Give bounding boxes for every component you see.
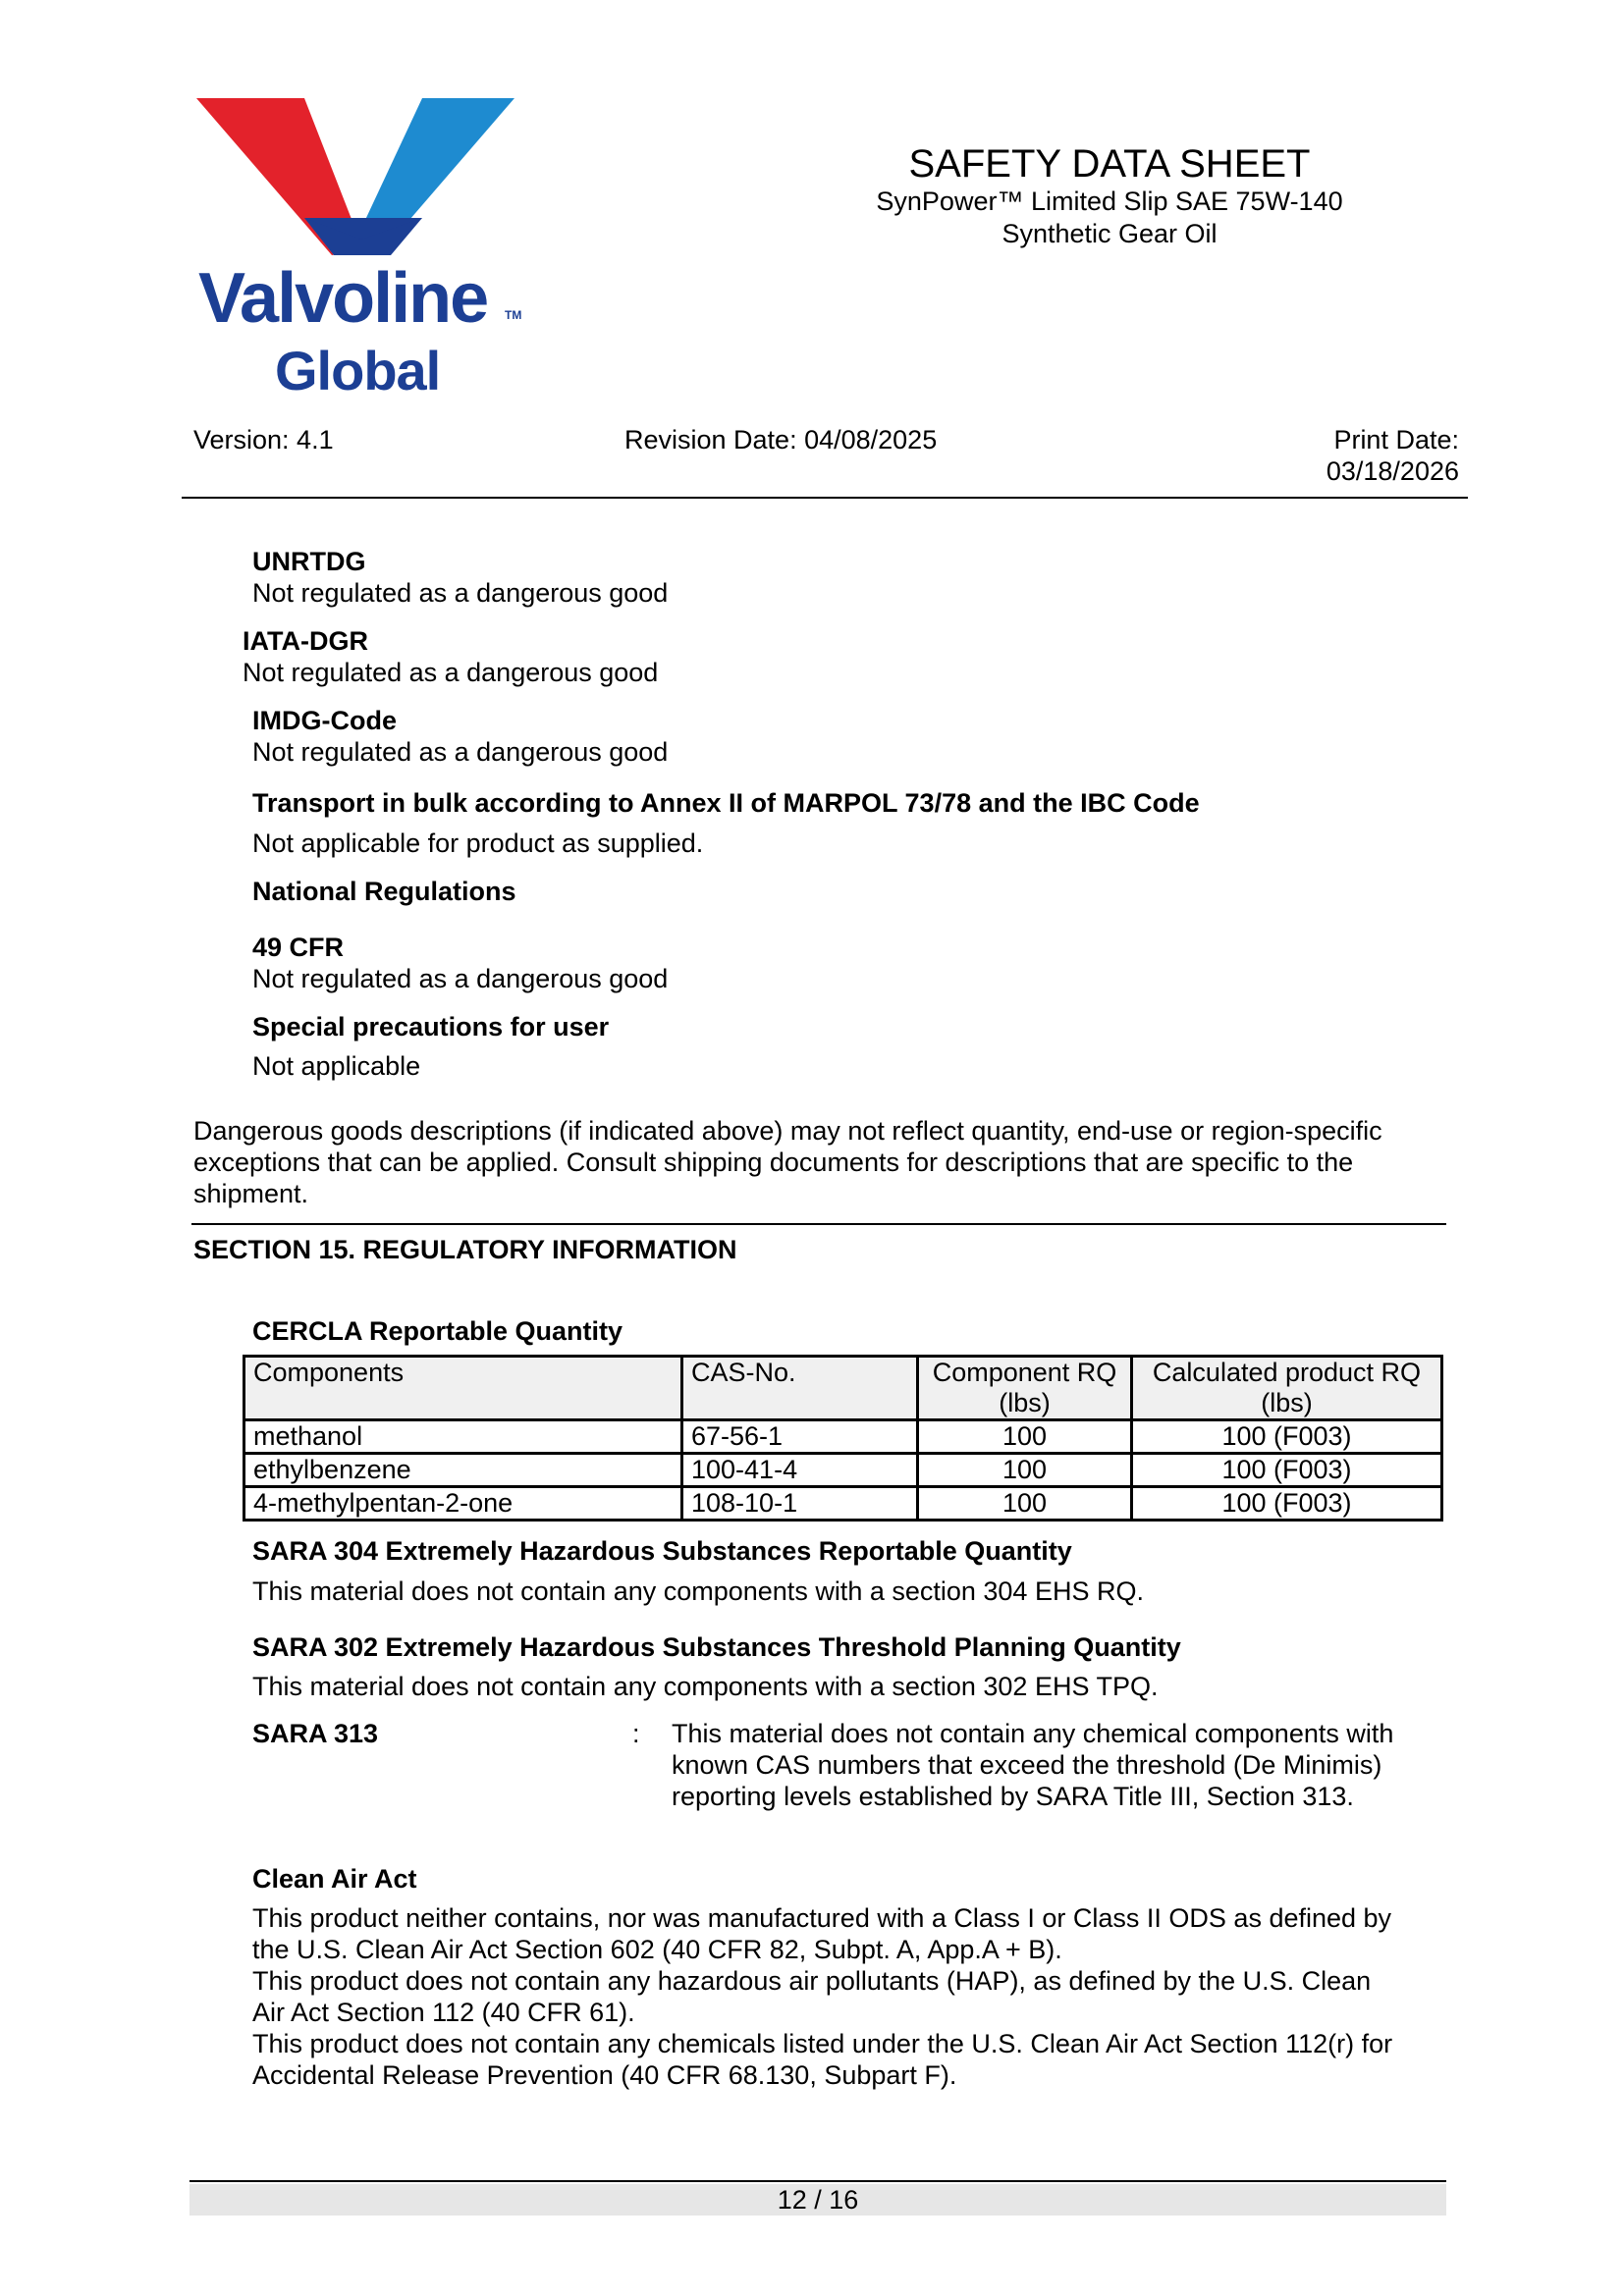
clean-air-act-text [252, 1902, 1392, 2091]
col-header-calculated-rq-line-2: (lbs) [1261, 1388, 1313, 1417]
special-precautions-text: Not applicable [252, 1051, 421, 1081]
col-header-calculated-rq-line-1: Calculated product RQ [1152, 1358, 1422, 1387]
clean-air-act-line-3: This product does not contain any hazardous air pollutants (HAP), as defined by the U.S. Clean [252, 1966, 1372, 1996]
section-15-divider [191, 1223, 1446, 1225]
version-label: Version: 4.1 [193, 425, 334, 454]
imdg-text: Not regulated as a dangerous good [252, 737, 669, 767]
cell-calculated-rq: 100 (F003) [1132, 1454, 1442, 1487]
bulk-transport-heading: Transport in bulk according to Annex II of MARPOL 73/78 and the IBC Code [252, 788, 1200, 818]
cell-component-rq: 100 [918, 1487, 1132, 1521]
sara-313-line-1: This material does not contain any chemical components with [672, 1719, 1394, 1748]
clean-air-act-line-5: This product does not contain any chemicals listed under the U.S. Clean Air Act Section 112(r) for [252, 2029, 1393, 2058]
cell-cas: 67-56-1 [682, 1420, 918, 1454]
national-regulations-heading: National Regulations [252, 877, 516, 906]
sara-302-heading: SARA 302 Extremely Hazardous Substances Threshold Planning Quantity [252, 1632, 1181, 1662]
sara-313-label: SARA 313 [252, 1719, 379, 1748]
disclaimer-paragraph [193, 1115, 1382, 1209]
table-row [244, 1454, 1442, 1487]
sara-313-colon: : [632, 1719, 640, 1748]
unrtdg-text: Not regulated as a dangerous good [252, 578, 669, 608]
table-row [244, 1420, 1442, 1454]
revision-date: Revision Date: 04/08/2025 [624, 425, 938, 454]
cfr-text: Not regulated as a dangerous good [252, 964, 669, 993]
col-header-cas: CAS-No. [682, 1357, 918, 1420]
unrtdg-heading: UNRTDG [252, 547, 366, 576]
special-precautions-heading: Special precautions for user [252, 1012, 610, 1041]
cell-cas: 108-10-1 [682, 1487, 918, 1521]
col-header-components: Components [244, 1357, 682, 1420]
table-row [244, 1487, 1442, 1521]
clean-air-act-line-2: the U.S. Clean Air Act Section 602 (40 CFR 82, Subpt. A, App.A + B). [252, 1935, 1062, 1964]
cell-component: 4-methylpentan-2-one [244, 1487, 682, 1521]
cell-calculated-rq: 100 (F003) [1132, 1487, 1442, 1521]
valvoline-logo [194, 92, 528, 401]
valvoline-v-mark-icon [194, 92, 528, 269]
sara-304-heading: SARA 304 Extremely Hazardous Substances Reportable Quantity [252, 1536, 1072, 1566]
cell-component-rq: 100 [918, 1454, 1132, 1487]
logo-sub-text: Global [275, 340, 441, 401]
cell-calculated-rq: 100 (F003) [1132, 1420, 1442, 1454]
clean-air-act-line-6: Accidental Release Prevention (40 CFR 68.130, Subpart F). [252, 2060, 957, 2090]
footer-divider [189, 2180, 1446, 2182]
cell-component: ethylbenzene [244, 1454, 682, 1487]
product-name-line-2: Synthetic Gear Oil [1001, 219, 1218, 248]
table-header-row [244, 1357, 1442, 1420]
cercla-heading: CERCLA Reportable Quantity [252, 1316, 623, 1346]
sara-313-text [672, 1718, 1393, 1812]
cell-cas: 100-41-4 [682, 1454, 918, 1487]
iata-text: Not regulated as a dangerous good [243, 658, 659, 687]
col-header-component-rq [918, 1357, 1132, 1420]
disclaimer-line-2: exceptions that can be applied. Consult shipping documents for descriptions that are specific to the [193, 1148, 1354, 1177]
disclaimer-line-1: Dangerous goods descriptions (if indicated above) may not reflect quantity, end-use or region-specific [193, 1116, 1382, 1146]
cell-component-rq: 100 [918, 1420, 1132, 1454]
product-name-line-1: SynPower™ Limited Slip SAE 75W-140 [876, 187, 1343, 216]
cfr-heading: 49 CFR [252, 933, 345, 962]
section-15-heading: SECTION 15. REGULATORY INFORMATION [193, 1235, 737, 1264]
imdg-heading: IMDG-Code [252, 706, 397, 735]
cercla-table [243, 1355, 1443, 1522]
clean-air-act-line-1: This product neither contains, nor was manufactured with a Class I or Class II ODS as defined by [252, 1903, 1392, 1933]
iata-heading: IATA-DGR [243, 626, 368, 656]
cell-component: methanol [244, 1420, 682, 1454]
page-number: 12 / 16 [777, 2185, 859, 2215]
disclaimer-line-3: shipment. [193, 1179, 309, 1208]
print-date-label: Print Date: [1333, 425, 1459, 454]
sara-313-line-2: known CAS numbers that exceed the threshold (De Minimis) [672, 1750, 1382, 1780]
clean-air-act-heading: Clean Air Act [252, 1864, 417, 1894]
product-name [825, 186, 1394, 250]
col-header-component-rq-line-2: (lbs) [999, 1388, 1051, 1417]
logo-brand-text: Valvoline [198, 259, 488, 338]
print-date-value: 03/18/2026 [1326, 456, 1459, 486]
sara-302-text: This material does not contain any components with a section 302 EHS TPQ. [252, 1672, 1159, 1701]
header-divider [182, 497, 1468, 499]
col-header-calculated-rq [1132, 1357, 1442, 1420]
sara-304-text: This material does not contain any components with a section 304 EHS RQ. [252, 1576, 1144, 1606]
bulk-transport-text: Not applicable for product as supplied. [252, 828, 704, 858]
col-header-component-rq-line-1: Component RQ [932, 1358, 1117, 1387]
clean-air-act-line-4: Air Act Section 112 (40 CFR 61). [252, 1998, 635, 2027]
sara-313-line-3: reporting levels established by SARA Title III, Section 313. [672, 1782, 1354, 1811]
logo-tm-mark: TM [505, 308, 522, 322]
document-title: SAFETY DATA SHEET [908, 142, 1311, 186]
